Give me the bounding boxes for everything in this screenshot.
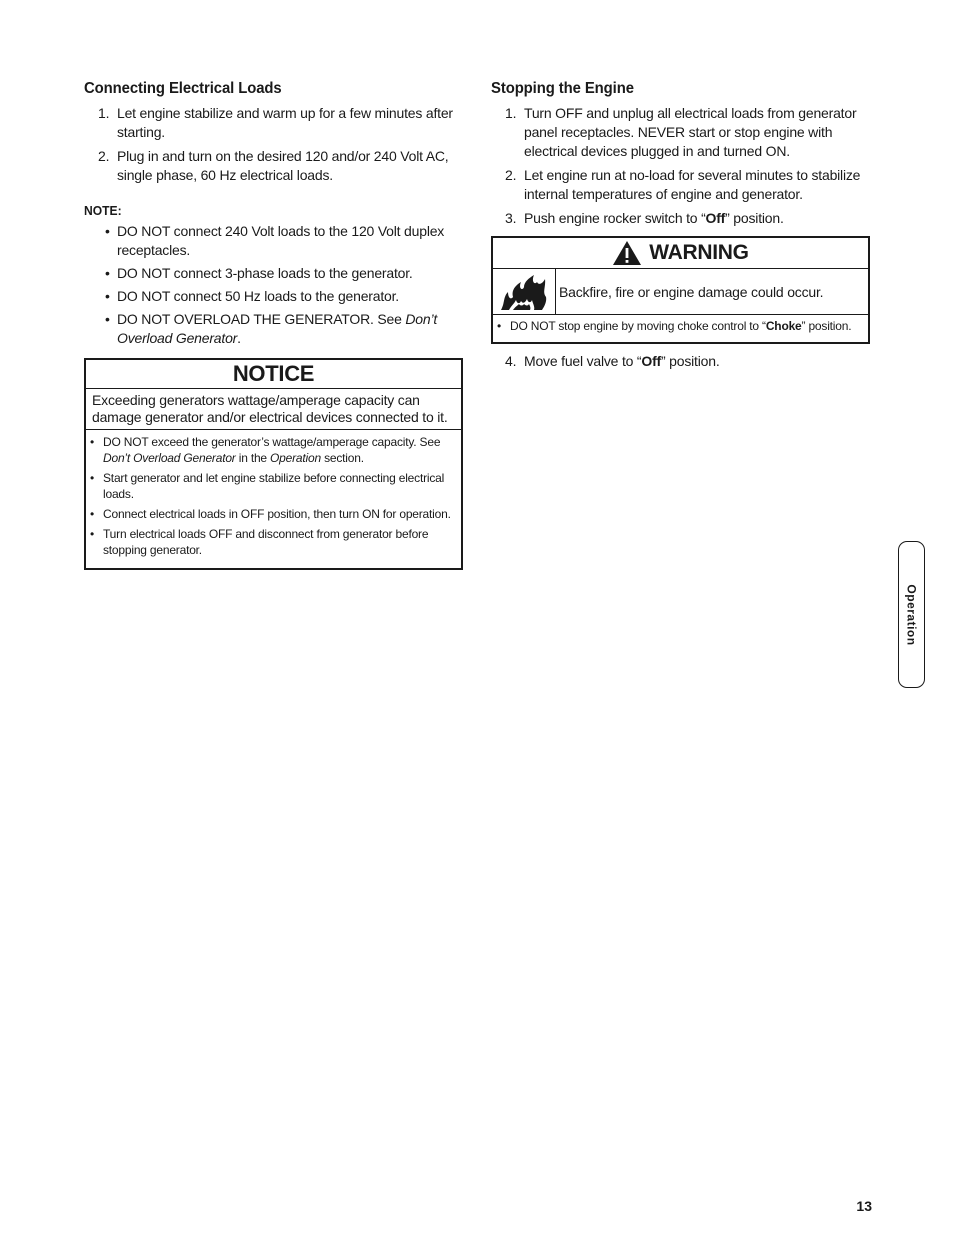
list-item: 2. Let engine run at no-load for several minutes to stabilize internal temperatures of engine and generator. xyxy=(505,167,861,202)
notice-title: NOTICE xyxy=(86,360,461,389)
list-item: • Turn electrical loads OFF and disconnect from generator before stopping generator. xyxy=(90,527,429,557)
note-label: NOTE: xyxy=(84,203,122,218)
right-column xyxy=(491,80,871,376)
warning-list xyxy=(493,315,868,342)
fire-hazard-icon xyxy=(499,273,549,311)
list-item: • DO NOT stop engine by moving choke control to “Choke” position. xyxy=(497,319,852,333)
notice-lead-text: Exceeding generators wattage/amperage capacity can damage generator and/or electrical devices connected to it. xyxy=(86,389,461,430)
warning-triangle-icon xyxy=(612,240,642,266)
list-item: • DO NOT OVERLOAD THE GENERATOR. See Don’t Overload Generator. xyxy=(105,311,438,346)
section-heading-connecting-loads: Connecting Electrical Loads xyxy=(84,80,282,97)
list-item: • DO NOT connect 50 Hz loads to the generator. xyxy=(105,288,399,304)
warning-hazard-row xyxy=(493,269,868,315)
section-heading-stopping-engine: Stopping the Engine xyxy=(491,80,634,97)
list-item: 1. Let engine stabilize and warm up for a few minutes after starting. xyxy=(98,105,453,140)
section-tab-operation xyxy=(898,541,925,688)
list-item: 1. Turn OFF and unplug all electrical loads from generator panel receptacles. NEVER start or stop engine with electrical devices plugged in and turned ON. xyxy=(505,105,857,159)
note-bullets xyxy=(84,222,464,348)
left-column xyxy=(84,80,464,570)
section-tab-label: Operation xyxy=(904,583,919,646)
list-item: • DO NOT connect 240 Volt loads to the 120 Volt duplex receptacles. xyxy=(105,223,445,258)
list-item: • DO NOT exceed the generator’s wattage/amperage capacity. See Don’t Overload Generator in the Operation section. xyxy=(90,435,441,465)
warning-hazard-text: Backfire, fire or engine damage could occur. xyxy=(559,283,824,300)
stopping-steps-list-continued xyxy=(491,352,871,371)
notice-list xyxy=(86,430,461,568)
list-item: 3. Push engine rocker switch to “Off” position. xyxy=(505,210,784,226)
list-item: • Start generator and let engine stabilize before connecting electrical loads. xyxy=(90,471,445,501)
warning-title: WARNING xyxy=(649,241,749,264)
page-number: 13 xyxy=(856,1198,872,1214)
cross-reference: Don’t Overload Generator xyxy=(117,311,438,346)
fire-icon-cell xyxy=(493,269,556,314)
warning-box xyxy=(491,236,870,344)
list-item: 4. Move fuel valve to “Off” position. xyxy=(505,353,720,369)
notice-box xyxy=(84,358,463,570)
list-item: • Connect electrical loads in OFF position, then turn ON for operation. xyxy=(90,507,451,521)
connecting-steps-list xyxy=(84,104,464,185)
warning-title-bar xyxy=(493,238,868,269)
list-item: 2. Plug in and turn on the desired 120 and/or 240 Volt AC, single phase, 60 Hz electrical loads. xyxy=(98,148,449,183)
stopping-steps-list xyxy=(491,104,871,228)
list-item: • DO NOT connect 3-phase loads to the generator. xyxy=(105,265,413,281)
